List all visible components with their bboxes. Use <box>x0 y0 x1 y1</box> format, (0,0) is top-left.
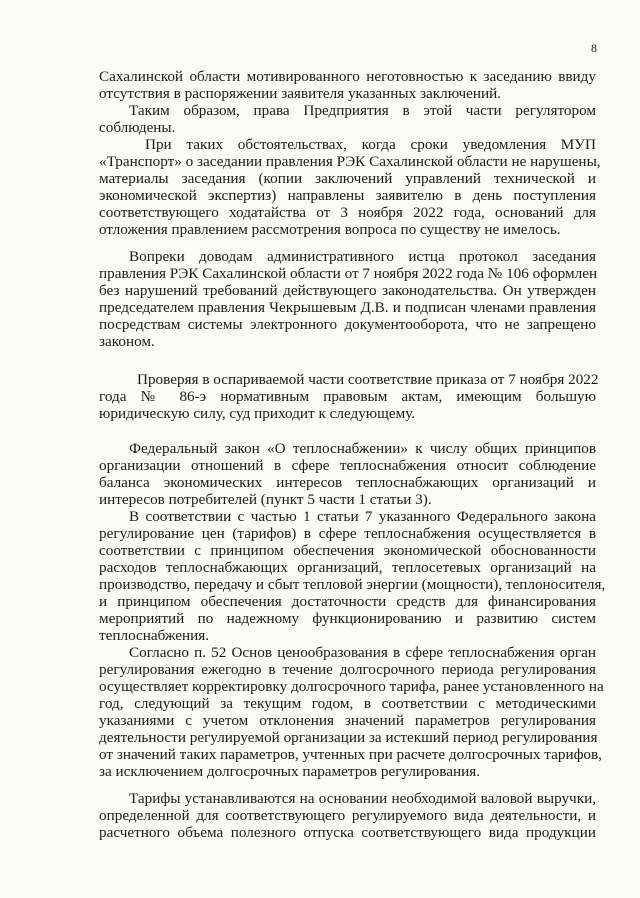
text-line: соответствующего ходатайства от 3 ноября 2022 года, оснований для <box>99 204 596 221</box>
text-line: отложения правлением рассмотрения вопроса по существу не имелось. <box>99 221 561 238</box>
text-line: организации отношений в сфере теплоснабжения относит соблюдение <box>99 457 596 474</box>
text-line: материалы заседания (копии заключений управлений технической и <box>99 170 596 187</box>
text-line: теплоснабжения. <box>99 627 210 644</box>
text-line: и принципом обеспечения достаточности средств для финансирования <box>99 593 596 610</box>
text-line: При таких обстоятельствах, когда сроки уведомления МУП <box>145 136 596 153</box>
text-line: от значений таких параметров, учтенных при расчете долгосрочных тарифов, <box>99 746 602 763</box>
text-line: осуществляет корректировку долгосрочного тарифа, ранее установленного на <box>99 678 604 695</box>
text-line: производство, передачу и сбыт тепловой энергии (мощности), теплоносителя, <box>99 576 606 593</box>
text-line: законом. <box>99 333 155 350</box>
text-line: расчетного объема полезного отпуска соответствующего вида продукции <box>99 824 596 841</box>
text-line: указаниями с учетом отклонения значений параметров регулирования <box>99 712 596 729</box>
text-line: экономической экспертиз) направлены заявителю в день поступления <box>99 187 596 204</box>
text-line: соответствии с принципом обеспечения экономической обоснованности <box>99 542 596 559</box>
text-line: Таким образом, права Предприятия в этой части регулятором <box>129 102 596 119</box>
text-line: Вопреки доводам административного истца протокол заседания <box>129 248 596 265</box>
text-line: правления РЭК Сахалинской области от 7 ноября 2022 года № 106 оформлен <box>99 265 598 282</box>
text-line: расходов теплоснабжающих организаций, теплосетевых организаций на <box>99 559 596 576</box>
text-line: посредствам системы электронного документооборота, что не запрещено <box>99 316 596 333</box>
text-line: председателем правления Чекрышевым Д.В. и подписан членами правления <box>99 299 596 316</box>
text-line: регулирования ежегодно в течение долгосрочного периода регулирования <box>99 661 596 678</box>
page-number: 8 <box>591 41 597 55</box>
text-line: года № 86-э нормативным правовым актам, имеющим большую <box>99 388 596 405</box>
text-line: «Транспорт» о заседании правления РЭК Сахалинской области не нарушены, <box>99 153 601 170</box>
text-line: мероприятий по надежному функционированию и развитию систем <box>99 610 596 627</box>
text-line: год, следующий за текущим годом, в соответствии с методическими <box>99 695 596 712</box>
text-line: без нарушений требований действующего законодательства. Он утвержден <box>99 282 596 299</box>
text-line: за исключением долгосрочных параметров регулирования. <box>99 763 480 780</box>
text-line: Федеральный закон «О теплоснабжении» к числу общих принципов <box>129 440 596 457</box>
text-line: Тарифы устанавливаются на основании необходимой валовой выручки, <box>129 790 596 807</box>
text-line: Сахалинской области мотивированного неготовностью к заседанию ввиду <box>99 68 596 85</box>
text-line: юридическую силу, суд приходит к следующему. <box>99 405 416 422</box>
text-line: отсутствия в распоряжении заявителя указанных заключений. <box>99 85 502 102</box>
text-line: соблюдены. <box>99 119 176 136</box>
text-line: В соответствии с частью 1 статьи 7 указанного Федерального закона <box>129 508 596 525</box>
text-line: баланса экономических интересов теплоснабжающих организаций и <box>99 474 596 491</box>
text-line: деятельности регулируемой организации за истекший период регулирования <box>99 729 598 746</box>
text-line: определенной для соответствующего регулируемого вида деятельности, и <box>99 807 596 824</box>
text-line: Проверяя в оспариваемой части соответствие приказа от 7 ноября 2022 <box>137 371 599 388</box>
text-line: интересов потребителей (пункт 5 части 1 статьи 3). <box>99 491 432 508</box>
text-line: регулирование цен (тарифов) в сфере теплоснабжения осуществляется в <box>99 525 596 542</box>
text-line: Согласно п. 52 Основ ценообразования в сфере теплоснабжения орган <box>129 644 596 661</box>
